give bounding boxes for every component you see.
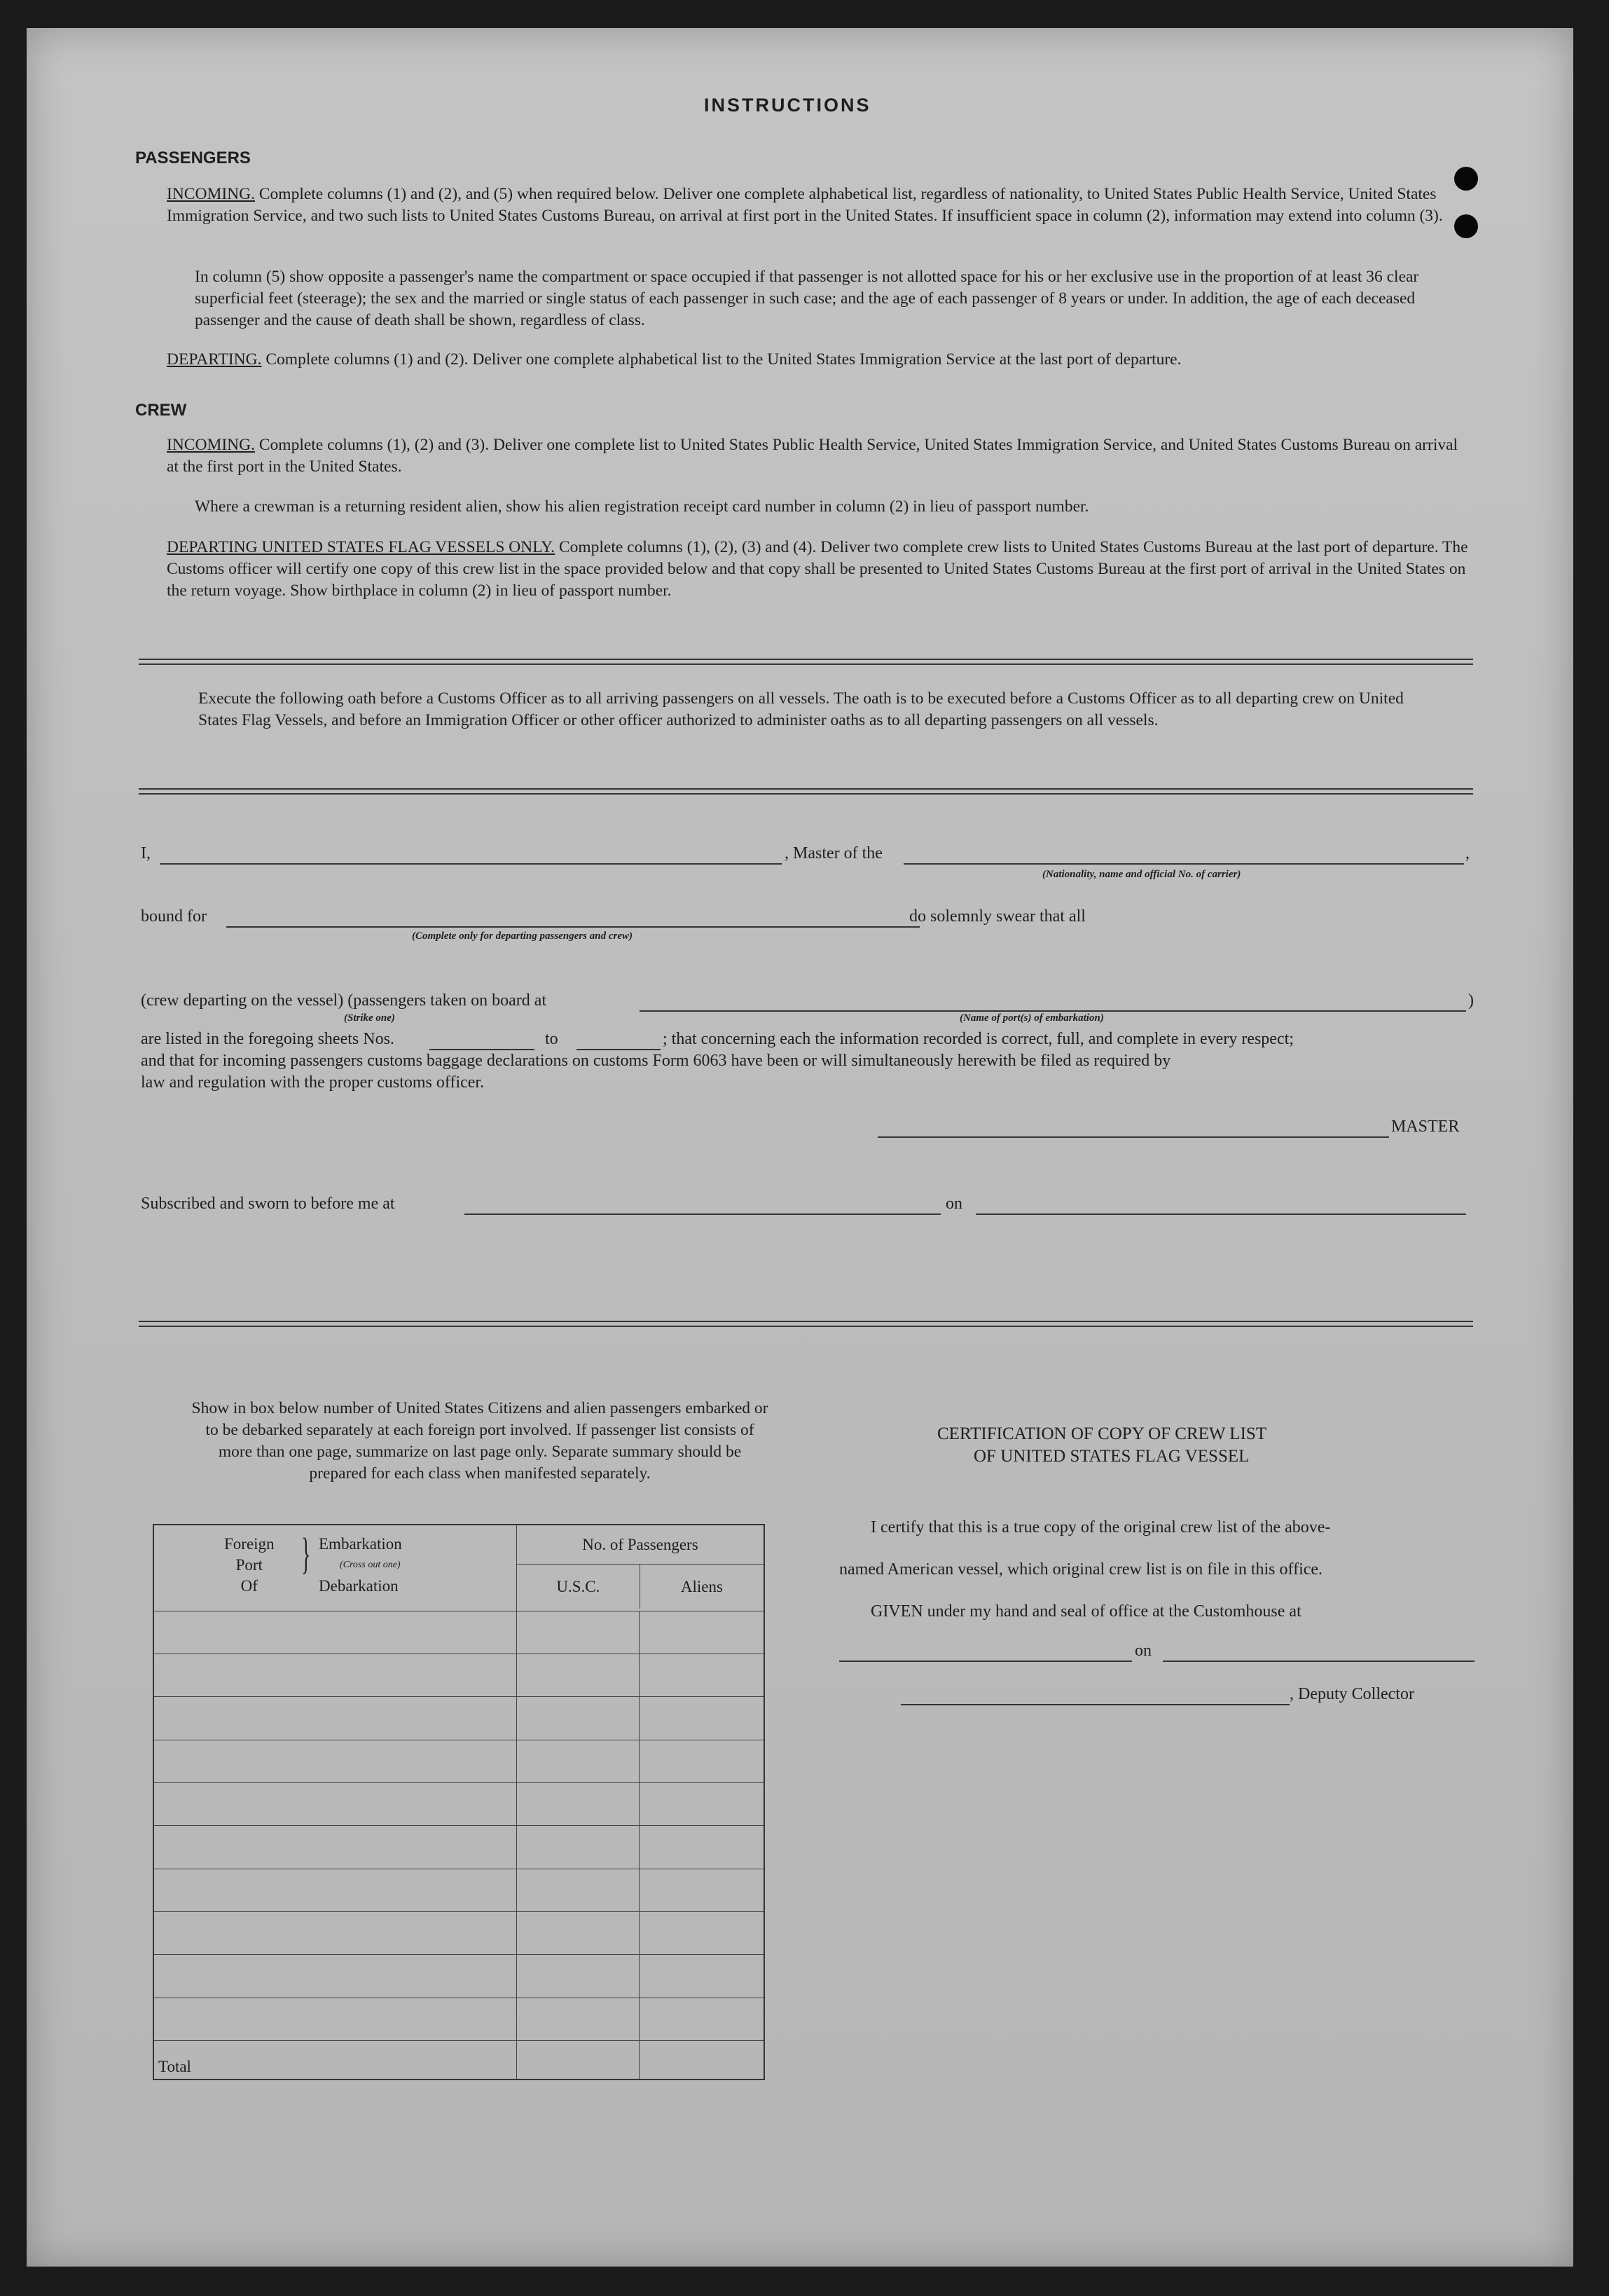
table-row[interactable]	[153, 1611, 764, 1654]
crew-incoming-label: INCOMING.	[167, 436, 255, 454]
crew-incoming-text: Complete columns (1), (2) and (3). Deliver one complete list to United States Public Health Service, United States Immigration Service, and United States Customs Bureau on arrival at the first port in the United States.	[167, 436, 1458, 476]
statement-3: law and regulation with the proper customs officer.	[141, 1073, 485, 1092]
bound-for-field[interactable]	[226, 926, 920, 928]
carrier-field[interactable]	[904, 863, 1464, 865]
sheet-to-field[interactable]	[576, 1049, 661, 1050]
page-title: INSTRUCTIONS	[704, 95, 871, 116]
passenger-summary-table	[153, 1524, 765, 2080]
certify-line-1: I certify that this is a true copy of the original crew list of the above-	[871, 1518, 1331, 1537]
crew-departing-label: (crew departing on the vessel) (passengers taken on board at	[141, 991, 547, 1010]
given-label: GIVEN under my hand and seal of office at the Customhouse at	[871, 1602, 1301, 1621]
customhouse-field[interactable]	[839, 1661, 1132, 1662]
summary-instructions: Show in box below number of United States Citizens and alien passengers embarked or to be debarked separately at each foreign port involved. If passenger list consists of more than one page, summarize on last page only. Separate summary should be prepared for each class when manifested separately.	[191, 1399, 768, 1483]
table-row[interactable]	[153, 1654, 764, 1697]
table-row[interactable]	[153, 1869, 764, 1911]
passengers-departing-label: DEPARTING.	[167, 350, 262, 369]
passengers-incoming-label: INCOMING.	[167, 185, 255, 203]
embarkation-ports-field[interactable]	[640, 1010, 1466, 1012]
cert-on-label: on	[1135, 1642, 1152, 1660]
sworn-on-label: on	[946, 1195, 962, 1213]
form-page: INSTRUCTIONS PASSENGERS INCOMING. Complete columns (1) and (2), and (5) when required below. Deliver one complete alphabetical list, regardless of nationality, to United States Public Health Service, United States Immigration Service, and two such lists to United States Customs Bureau, on arrival at first port in the United States. If insufficient space in column (2), information may extend into column (3). In column (5) show opposite a passenger's name the compartment or space occupied if that passenger is not allotted space for his or her exclusive use in the proportion of at least 36 clear superficial feet (steerage); the sex and the married or single status of each passenger in such case; and the age of each passenger of 8 years or under. In addition, the age of each deceased passenger and the cause of death shall be shown, regardless of class. DEPARTING. Complete columns (1) and (2). Deliver one complete alphabetical list to the United States Immigration Service at the last port of departure. CREW INCOMING. Complete columns (1), (2) and (3). Deliver one complete list to United States Public Health Service, United States Immigration Service, and United States Customs Bureau on arrival at the first port in the United States. Where a crewman is a returning resident alien, show his alien registration receipt card number in column (2) in lieu of passport number. DEPARTING UNITED STATES FLAG VESSELS ONLY. Complete columns (1), (2), (3) and (4). Deliver two complete crew lists to United States Customs Bureau at the last port of departure. The Customs officer will certify one copy of this crew list in the space provided below and that copy shall be presented to United States Customs Bureau at the first port of arrival in the United States on the return voyage. Show birthplace in column (2) in lieu of passport number. Execute the following oath before a Customs Officer as to all arriving passengers on all vessels. The oath is to be executed before a Customs Officer as to all departing crew on United States Flag Vessels, and before an Immigration Officer or other officer authorized to administer oaths as to all departing passengers on all vessels. I, , Master of the , (Nationality, name and official No. of carrier) bound for do solemnly swear that all (Complete only for departing passengers and crew) (crew departing on the vessel) (passengers taken on board at ) (Strike one) (Name of port(s) of embarkation) are listed in the foregoing sheets Nos. to ; that concerning each the information recorded is correct, full, and complete in every respect; and that for incoming passengers customs baggage declarations on customs Form 6063 have been or will simultaneously herewith be filed as required by law and regulation with the proper customs officer. MASTER Subscribed and sworn to before me at on Show in box below number of United States Citizens and alien passengers embarked or to be debarked separately at each foreign port involved. If passenger list consists of more than one page, summarize on last page only. Separate summary should be prepared for each class when manifested separately. Foreign Port Of } Embarkation (Cross out one) Debarkation No. of Passengers U.S.C. Aliens Total CERTIFICATION OF COPY OF CREW LIST OF UNITED STATES FLAG VESSEL I certify that this is a true copy of the original crew list of the above- named American vessel, which original crew list is on file in this office. GIVEN under my hand and seal of office at the Customhouse at on , Deputy Collector	[27, 28, 1573, 2267]
bound-for-caption: (Complete only for departing passengers and crew)	[412, 930, 633, 942]
ports-caption: (Name of port(s) of embarkation)	[960, 1012, 1104, 1024]
cert-date-field[interactable]	[1163, 1661, 1475, 1662]
passengers-heading: PASSENGERS	[135, 149, 251, 167]
total-label: Total	[153, 2041, 516, 2080]
passengers-incoming-text: Complete columns (1) and (2), and (5) when required below. Deliver one complete alphabetical list, regardless of nationality, to United States Public Health Service, United States Immigration Service, and two such lists to United States Customs Bureau, on arrival at first port in the United States. If insufficient space in column (2), information may extend into column (3).	[167, 185, 1443, 225]
statement-1: ; that concerning each the information recorded is correct, full, and complete in every respect;	[663, 1030, 1294, 1048]
bound-for-label: bound for	[141, 907, 207, 926]
table-header-row	[153, 1525, 764, 1611]
crew-incoming	[167, 434, 1470, 478]
sheets-label: are listed in the foregoing sheets Nos.	[141, 1030, 394, 1048]
master-signature-field[interactable]	[878, 1136, 1389, 1138]
passengers-departing-text: Complete columns (1) and (2). Deliver one complete alphabetical list to the United States Immigration Service at the last port of departure.	[265, 350, 1182, 369]
sworn-place-field[interactable]	[464, 1214, 941, 1215]
table-row[interactable]	[153, 1826, 764, 1869]
passengers-incoming	[167, 184, 1470, 227]
deputy-signature-field[interactable]	[901, 1704, 1290, 1705]
sworn-date-field[interactable]	[976, 1214, 1466, 1215]
aliens-header: Aliens	[680, 1578, 723, 1595]
crew-heading: CREW	[135, 401, 187, 420]
section-divider	[139, 1321, 1473, 1327]
deputy-collector-label: , Deputy Collector	[1290, 1685, 1414, 1703]
oath-i-label: I,	[141, 844, 151, 862]
passengers-column5-note: In column (5) show opposite a passenger's name the compartment or space occupied if that passenger is not allotted space for his or her exclusive use in the proportion of at least 36 clear superficial feet (steerage); the sex and the married or single status of each passenger in such case; and the age of each passenger of 8 years or under. In addition, the age of each deceased passenger and the cause of death shall be shown, regardless of class.	[195, 268, 1419, 329]
master-of-label: , Master of the	[785, 844, 883, 862]
section-divider	[139, 788, 1473, 795]
port-header: Foreign Port Of } Embarkation (Cross out one) Debarkation	[153, 1525, 516, 1611]
crew-departing	[167, 537, 1470, 602]
crew-resident-note: Where a crewman is a returning resident alien, show his alien registration receipt card number in column (2) in lieu of passport number.	[195, 497, 1089, 516]
usc-header: U.S.C.	[517, 1565, 640, 1609]
section-divider	[139, 659, 1473, 665]
debarkation-label: Debarkation	[319, 1577, 399, 1595]
table-row[interactable]	[153, 1955, 764, 1998]
certification-title-2: OF UNITED STATES FLAG VESSEL	[974, 1447, 1250, 1466]
table-row[interactable]	[153, 1912, 764, 1955]
crew-departing-text: Complete columns (1), (2), (3) and (4). Deliver two complete crew lists to United States Customs Bureau at the last port of departure. The Customs officer will certify one copy of this crew list in the space provided below and that copy shall be presented to United States Customs Bureau at the first port of arrival in the United States on the return voyage. Show birthplace in column (2) in lieu of passport number.	[167, 538, 1468, 600]
statement-2: and that for incoming passengers customs baggage declarations on customs Form 6063 have been or will simultaneously herewith be filed as required by	[141, 1052, 1171, 1070]
master-label: MASTER	[1391, 1118, 1460, 1136]
certify-line-2: named American vessel, which original crew list is on file in this office.	[839, 1560, 1323, 1579]
carrier-caption: (Nationality, name and official No. of carrier)	[1042, 869, 1241, 880]
sheets-to-label: to	[545, 1030, 558, 1048]
table-row[interactable]	[153, 1697, 764, 1740]
passengers-header: No. of Passengers U.S.C. Aliens	[516, 1525, 764, 1611]
total-row[interactable]	[153, 2041, 764, 2080]
sheet-from-field[interactable]	[429, 1049, 534, 1050]
swear-label: do solemnly swear that all	[909, 907, 1086, 926]
crew-departing-label: DEPARTING UNITED STATES FLAG VESSELS ONLY.	[167, 538, 555, 556]
table-row[interactable]	[153, 1783, 764, 1826]
subscribed-label: Subscribed and sworn to before me at	[141, 1195, 395, 1213]
oath-intro: Execute the following oath before a Customs Officer as to all arriving passengers on all vessels. The oath is to be executed before a Customs Officer as to all departing crew on United States Flag Vessels, and before an Immigration Officer or other officer authorized to administer oaths as to all departing passengers on all vessels.	[198, 689, 1404, 729]
certification-title-1: CERTIFICATION OF COPY OF CREW LIST	[937, 1424, 1267, 1443]
strike-one-caption: (Strike one)	[344, 1012, 395, 1024]
passengers-departing	[167, 349, 1470, 371]
table-row[interactable]	[153, 1998, 764, 2040]
embarkation-label: Embarkation	[319, 1535, 402, 1553]
master-name-field[interactable]	[160, 863, 782, 865]
table-row[interactable]	[153, 1740, 764, 1782]
